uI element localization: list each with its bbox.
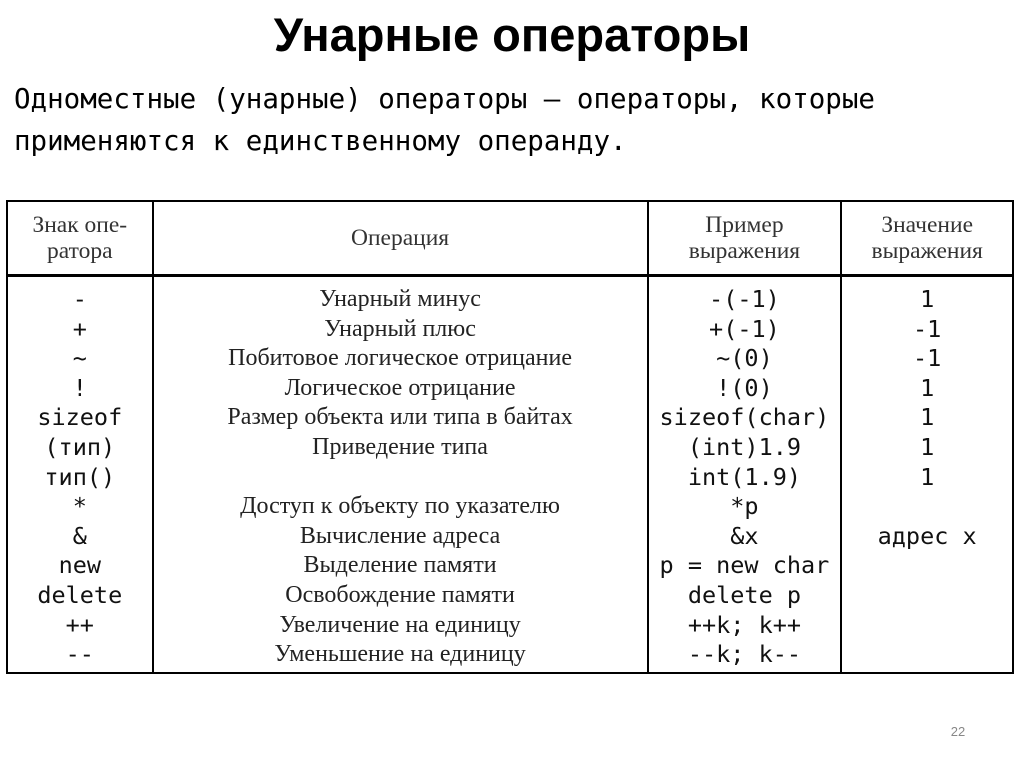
operator-sign: * <box>72 492 87 521</box>
operator-sign: -- <box>65 640 94 669</box>
operator-sign: (тип) <box>44 432 116 461</box>
operator-sign: & <box>72 521 87 550</box>
header-value: Значение выражения <box>841 201 1013 276</box>
expression-value: адрес x <box>877 521 977 550</box>
operator-sign: sizeof <box>37 403 123 432</box>
expression-value <box>842 581 1012 611</box>
example-expression: +(-1) <box>709 314 780 343</box>
header-example: Пример выражения <box>648 201 842 276</box>
operation-text: Вычисление адреса <box>299 522 501 549</box>
expression-value <box>842 551 1012 581</box>
column-operator-signs <box>7 276 153 674</box>
header-operation: Операция <box>153 201 648 276</box>
example-expression: --k; k-- <box>687 640 802 669</box>
operators-table <box>6 200 1014 674</box>
operator-sign: new <box>58 551 102 580</box>
expression-value: -1 <box>913 314 942 343</box>
page-number: 22 <box>950 724 966 739</box>
expression-value: 1 <box>920 403 935 432</box>
example-expression: -(-1) <box>709 285 780 313</box>
operator-sign: ++ <box>65 610 94 639</box>
operator-sign: delete <box>37 580 123 609</box>
operation-text: Уменьшение на единицу <box>274 641 526 668</box>
example-expression: sizeof(char) <box>659 403 830 432</box>
example-expression: (int)1.9 <box>687 432 802 461</box>
example-expression: delete p <box>687 580 802 609</box>
expression-value: 1 <box>920 462 935 491</box>
operator-sign: ! <box>72 373 87 402</box>
intro-text: Одноместные (унарные) операторы – операторы, которые применяются к единственному операнду. <box>14 83 875 157</box>
column-values <box>841 276 1013 674</box>
operation-text: Унарный плюс <box>324 315 476 342</box>
expression-value: -1 <box>913 344 942 373</box>
operation-text: Размер объекта или типа в байтах <box>227 404 573 431</box>
operation-text: Доступ к объекту по указателю <box>240 493 560 520</box>
operator-sign: + <box>72 314 87 343</box>
expression-value <box>842 492 1012 522</box>
example-expression: *p <box>730 492 759 521</box>
column-examples <box>648 276 842 674</box>
example-expression: int(1.9) <box>687 462 802 491</box>
expression-value: 1 <box>920 432 935 461</box>
header-operator-sign: Знак опе-ратора <box>7 201 153 276</box>
operator-sign: ~ <box>72 344 87 373</box>
expression-value <box>842 611 1012 641</box>
operation-text: Освобождение памяти <box>285 581 515 608</box>
slide-title: Унарные операторы <box>273 8 751 61</box>
operation-text: Приведение типа <box>312 433 488 460</box>
column-operations <box>153 276 648 674</box>
operation-text: Логическое отрицание <box>284 374 516 401</box>
example-expression: ~(0) <box>716 344 773 373</box>
operation-text: Побитовое логическое отрицание <box>228 345 572 372</box>
example-expression: p = new char <box>659 551 830 580</box>
operation-text: Выделение памяти <box>303 552 497 579</box>
example-expression: !(0) <box>716 373 773 402</box>
operation-text <box>154 463 647 493</box>
expression-value <box>842 640 1012 670</box>
example-expression: ++k; k++ <box>687 610 802 639</box>
expression-value: 1 <box>920 285 935 313</box>
operator-sign: тип() <box>44 462 116 491</box>
example-expression: &x <box>730 521 759 550</box>
operator-sign: - <box>72 285 87 313</box>
operation-text: Унарный минус <box>319 286 481 312</box>
operation-text: Увеличение на единицу <box>279 611 521 638</box>
expression-value: 1 <box>920 373 935 402</box>
